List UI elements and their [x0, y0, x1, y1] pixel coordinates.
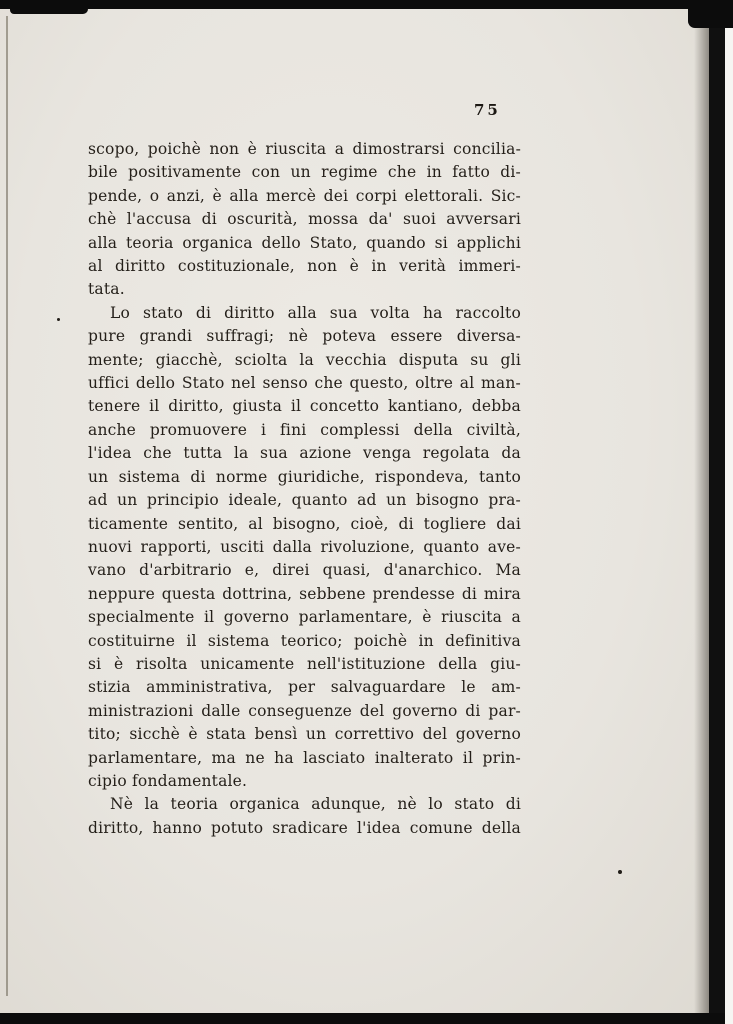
text-line: neppure questa dottrina, sebbene prendesse di mira	[88, 584, 521, 603]
scan-page-edge-shadow	[694, 0, 709, 1024]
scan-edge-top-right-patch	[688, 0, 733, 28]
scan-edge-right-margin	[725, 0, 733, 1024]
scan-speck	[618, 870, 622, 874]
text-line: un sistema di norme giuridiche, rispondeva, tanto	[88, 467, 521, 486]
text-line: stizia amministrativa, per salvaguardare le am-	[88, 678, 521, 697]
paragraph	[88, 302, 521, 794]
scan-speck	[57, 318, 60, 321]
text-line: costituirne il sistema teorico; poichè in definitiva	[88, 631, 521, 650]
text-line: si è risolta unicamente nell'istituzione della giu-	[88, 654, 521, 673]
text-line: diritto, hanno potuto sradicare l'idea comune della	[88, 818, 521, 837]
scan-edge-top	[0, 0, 733, 9]
scan-edge-bottom	[0, 1013, 725, 1024]
text-line: anche promuovere i fini complessi della civiltà,	[88, 420, 521, 439]
text-block	[88, 138, 521, 840]
text-line: ticamente sentito, al bisogno, cioè, di togliere dai	[88, 514, 521, 533]
scan-edge-top-blob	[10, 0, 88, 14]
text-line: Nè la teoria organica adunque, nè lo stato di	[110, 795, 521, 814]
text-line: tenere il diritto, giusta il concetto kantiano, debba	[88, 397, 521, 416]
text-line: ad un principio ideale, quanto ad un bisogno pra-	[88, 491, 521, 510]
paragraph	[88, 793, 521, 840]
text-line: alla teoria organica dello Stato, quando si applichi	[88, 233, 521, 252]
text-line: tito; sicchè è stata bensì un correttivo del governo	[88, 725, 521, 744]
text-line: ministrazioni dalle conseguenze del governo di par-	[88, 701, 521, 720]
scan-edge-right-bar	[709, 0, 725, 1024]
text-line: specialmente il governo parlamentare, è riuscita a	[88, 608, 521, 627]
text-line: vano d'arbitrario e, direi quasi, d'anarchico. Ma	[88, 561, 521, 580]
scan-edge-left-line	[6, 16, 8, 996]
text-line: mente; giacchè, sciolta la vecchia disputa su gli	[88, 350, 521, 369]
page-number: 75	[474, 101, 501, 119]
text-line: pure grandi suffragi; nè poteva essere diversa-	[88, 327, 521, 346]
paragraph	[88, 138, 521, 302]
text-line: cipio fondamentale.	[88, 771, 248, 790]
text-line: bile positivamente con un regime che in fatto di-	[88, 163, 521, 182]
text-line: l'idea che tutta la sua azione venga regolata da	[88, 444, 521, 463]
text-line: Lo stato di diritto alla sua volta ha raccolto	[110, 303, 521, 322]
text-line: scopo, poichè non è riuscita a dimostrarsi concilia-	[88, 140, 521, 158]
text-line: al diritto costituzionale, non è in verità immeri-	[88, 257, 521, 276]
text-line: pende, o anzi, è alla mercè dei corpi elettorali. Sic-	[88, 186, 521, 205]
text-line: chè l'accusa di oscurità, mossa da' suoi avversari	[88, 210, 521, 229]
text-line: parlamentare, ma ne ha lasciato inalterato il prin-	[88, 748, 521, 767]
text-line: nuovi rapporti, usciti dalla rivoluzione, quanto ave-	[88, 537, 521, 556]
text-line: tata.	[88, 280, 125, 299]
text-line: uffici dello Stato nel senso che questo, oltre al man-	[88, 374, 521, 393]
